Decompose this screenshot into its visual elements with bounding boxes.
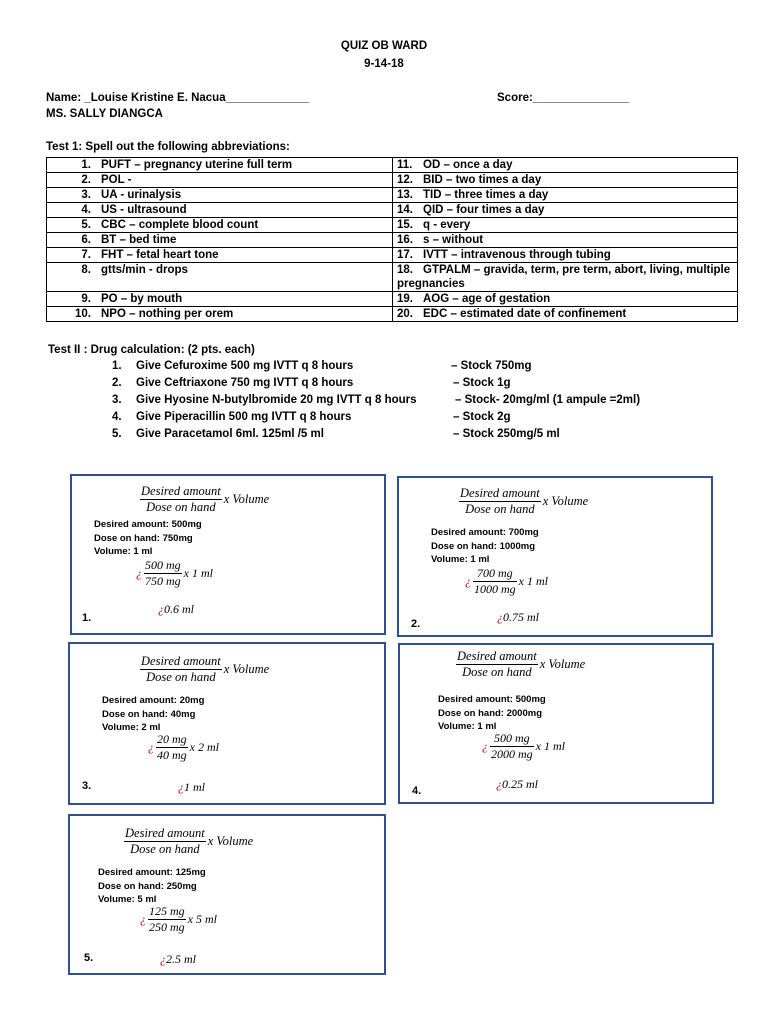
calc-suffix: x 1 ml	[535, 739, 565, 753]
formula	[124, 826, 253, 857]
desired-amount: Desired amount: 500mg	[438, 694, 546, 705]
abbreviation-cell-right	[393, 218, 738, 233]
abbreviation-row	[47, 292, 738, 307]
given-values	[102, 694, 204, 735]
item-text: NPO – nothing per orem	[101, 308, 234, 320]
abbreviation-cell-left	[47, 158, 393, 173]
calc-suffix: x 1 ml	[518, 574, 548, 588]
formula	[140, 484, 269, 515]
abbreviation-cell-right	[393, 173, 738, 188]
item-text: PUFT – pregnancy uterine full term	[101, 159, 293, 171]
abbreviation-row	[47, 233, 738, 248]
drug-item-text: Give Piperacillin 500 mg IVTT q 8 hours	[136, 411, 352, 423]
formula-numerator: Desired amount	[457, 649, 537, 663]
equals-mark: ¿	[136, 566, 142, 580]
formula-numerator: Desired amount	[460, 486, 540, 500]
item-number: 8.	[81, 264, 91, 276]
name-value: _Louise Kristine E. Nacua_____________	[84, 92, 309, 104]
calculation	[482, 731, 565, 762]
box-number: 4.	[412, 785, 422, 797]
formula-suffix: x Volume	[207, 834, 254, 848]
result	[178, 780, 205, 795]
result	[158, 602, 194, 617]
abbreviation-table	[46, 157, 738, 322]
formula-denominator: Dose on hand	[130, 842, 200, 856]
dose-on-hand: Dose on hand: 1000mg	[431, 540, 535, 552]
drug-item-number: 3.	[112, 394, 122, 406]
calculation	[136, 558, 213, 589]
calc-denominator: 250 mg	[149, 920, 185, 934]
item-number: 3.	[81, 189, 91, 201]
result	[496, 777, 538, 792]
item-number: 15.	[397, 219, 413, 231]
abbreviation-row	[47, 218, 738, 233]
formula-suffix: x Volume	[539, 657, 586, 671]
box-number: 3.	[82, 780, 92, 792]
formula-suffix: x Volume	[542, 494, 589, 508]
result-value: 0.25 ml	[502, 777, 538, 791]
drug-item-stock: – Stock 2g	[453, 411, 511, 423]
box-number: 5.	[84, 952, 94, 964]
abbreviation-cell-right	[393, 233, 738, 248]
equals-mark: ¿	[496, 777, 502, 791]
abbreviation-row	[47, 203, 738, 218]
desired-amount: Desired amount: 700mg	[431, 527, 539, 538]
abbreviation-cell-left	[47, 307, 393, 322]
abbreviation-row	[47, 263, 738, 292]
calc-numerator: 500 mg	[145, 558, 181, 572]
equals-mark: ¿	[178, 780, 184, 794]
abbreviation-cell-left	[47, 292, 393, 307]
abbreviation-row	[47, 248, 738, 263]
calc-denominator: 1000 mg	[474, 582, 516, 596]
calculation-box	[68, 642, 386, 805]
item-text: QID – four times a day	[423, 204, 545, 216]
item-text: PO – by mouth	[101, 293, 183, 305]
item-number: 10.	[75, 308, 91, 320]
volume: Volume: 5 ml	[98, 894, 157, 905]
item-text: US - ultrasound	[101, 204, 187, 216]
name-label: Name:	[46, 92, 82, 104]
item-text: FHT – fetal heart tone	[101, 249, 219, 261]
abbreviation-cell-left	[47, 233, 393, 248]
item-text: OD – once a day	[423, 159, 513, 171]
calc-numerator: 500 mg	[490, 731, 534, 747]
drug-item-stock: – Stock 1g	[453, 377, 511, 389]
calc-denominator: 40 mg	[157, 748, 187, 762]
name-line	[46, 92, 309, 104]
drug-item-number: 5.	[112, 428, 122, 440]
formula-denominator: Dose on hand	[146, 500, 216, 514]
calc-denominator: 750 mg	[145, 574, 181, 588]
item-number: 16.	[397, 234, 413, 246]
equals-mark: ¿	[465, 574, 471, 588]
item-text: s – without	[423, 234, 484, 246]
formula-numerator: Desired amount	[141, 484, 221, 498]
teacher-name: MS. SALLY DIANGCA	[46, 108, 163, 120]
calculation-box	[68, 814, 386, 975]
dose-on-hand: Dose on hand: 250mg	[98, 880, 197, 892]
given-values	[431, 526, 539, 567]
formula-suffix: x Volume	[223, 492, 270, 506]
item-text: GTPALM – gravida, term, pre term, abort, living, multiple pregnancies	[397, 264, 731, 290]
item-number: 5.	[81, 219, 91, 231]
item-number: 2.	[81, 174, 91, 186]
abbreviation-cell-left	[47, 188, 393, 203]
abbreviation-cell-left	[47, 263, 393, 292]
abbreviation-cell-left	[47, 218, 393, 233]
score-value: _______________	[532, 92, 629, 104]
item-number: 4.	[81, 204, 91, 216]
volume: Volume: 1 ml	[431, 554, 490, 565]
abbreviation-cell-left	[47, 203, 393, 218]
drug-item-stock: – Stock 750mg	[451, 360, 532, 372]
given-values	[94, 518, 202, 559]
result-value: 0.75 ml	[503, 610, 539, 624]
abbreviation-row	[47, 158, 738, 173]
calc-numerator: 700 mg	[473, 566, 517, 582]
dose-on-hand: Dose on hand: 750mg	[94, 532, 193, 544]
item-number: 17.	[397, 249, 413, 261]
drug-item-text: Give Paracetamol 6ml. 125ml /5 ml	[136, 428, 324, 440]
calc-numerator: 125 mg	[149, 904, 185, 918]
calculation-box	[398, 643, 714, 804]
item-text: AOG – age of gestation	[423, 293, 551, 305]
given-values	[98, 866, 206, 907]
abbreviation-cell-right	[393, 203, 738, 218]
score-line	[497, 92, 629, 104]
drug-item-text: Give Ceftriaxone 750 mg IVTT q 8 hours	[136, 377, 354, 389]
item-text: q - every	[423, 219, 471, 231]
desired-amount: Desired amount: 500mg	[94, 519, 202, 530]
dose-on-hand: Dose on hand: 40mg	[102, 708, 196, 720]
dose-on-hand: Dose on hand: 2000mg	[438, 707, 542, 719]
abbreviation-cell-right	[393, 307, 738, 322]
item-number: 7.	[81, 249, 91, 261]
score-label: Score:	[497, 92, 533, 104]
result-value: 2.5 ml	[166, 952, 196, 966]
result	[160, 952, 196, 967]
result-value: 1 ml	[184, 780, 205, 794]
volume: Volume: 2 ml	[102, 722, 161, 733]
item-text: EDC – estimated date of confinement	[423, 308, 627, 320]
test1-title: Test 1: Spell out the following abbreviations:	[46, 141, 290, 153]
calculation	[148, 732, 219, 763]
calculation-box	[397, 476, 713, 637]
item-text: gtts/min - drops	[101, 264, 188, 276]
item-text: IVTT – intravenous through tubing	[423, 249, 611, 261]
calc-suffix: x 1 ml	[183, 566, 213, 580]
formula	[459, 486, 588, 517]
volume: Volume: 1 ml	[94, 546, 153, 557]
abbreviation-cell-right	[393, 158, 738, 173]
drug-item-stock: – Stock 250mg/5 ml	[453, 428, 560, 440]
calculation	[140, 904, 217, 935]
abbreviation-cell-left	[47, 173, 393, 188]
formula-numerator: Desired amount	[141, 654, 221, 668]
equals-mark: ¿	[140, 912, 146, 926]
desired-amount: Desired amount: 125mg	[98, 867, 206, 878]
test2-title: Test II : Drug calculation: (2 pts. each)	[48, 344, 255, 356]
box-number: 2.	[411, 618, 421, 630]
abbreviation-row	[47, 307, 738, 322]
item-number: 1.	[81, 159, 91, 171]
abbreviation-cell-right	[393, 248, 738, 263]
item-text: BID – two times a day	[423, 174, 542, 186]
formula-denominator: Dose on hand	[465, 502, 535, 516]
abbreviation-cell-right	[393, 292, 738, 307]
calc-suffix: x 2 ml	[189, 740, 219, 754]
item-number: 19.	[397, 293, 413, 305]
abbreviation-cell-right	[393, 263, 738, 292]
given-values	[438, 693, 546, 734]
drug-item-text: Give Hyosine N-butylbromide 20 mg IVTT q 8 hours	[136, 394, 417, 406]
calc-denominator: 2000 mg	[491, 747, 533, 761]
item-number: 6.	[81, 234, 91, 246]
item-number: 9.	[81, 293, 91, 305]
item-text: POL -	[101, 174, 132, 186]
formula	[140, 654, 269, 685]
item-number: 11.	[397, 159, 413, 171]
formula-denominator: Dose on hand	[146, 670, 216, 684]
desired-amount: Desired amount: 20mg	[102, 695, 205, 706]
item-text: CBC – complete blood count	[101, 219, 259, 231]
abbreviation-cell-right	[393, 188, 738, 203]
formula-suffix: x Volume	[223, 662, 270, 676]
result-value: 0.6 ml	[164, 602, 194, 616]
drug-item-text: Give Cefuroxime 500 mg IVTT q 8 hours	[136, 360, 354, 372]
item-text: TID – three times a day	[423, 189, 549, 201]
equals-mark: ¿	[482, 739, 488, 753]
drug-item-number: 4.	[112, 411, 122, 423]
formula-numerator: Desired amount	[125, 826, 205, 840]
drug-item-stock: – Stock- 20mg/ml (1 ampule =2ml)	[455, 394, 641, 406]
item-number: 18.	[397, 264, 413, 276]
box-number: 1.	[82, 612, 92, 624]
equals-mark: ¿	[160, 952, 166, 966]
formula-denominator: Dose on hand	[462, 665, 532, 679]
calculation	[465, 566, 548, 597]
equals-mark: ¿	[158, 602, 164, 616]
equals-mark: ¿	[497, 610, 503, 624]
item-text: BT – bed time	[101, 234, 177, 246]
item-number: 13.	[397, 189, 413, 201]
abbreviation-cell-left	[47, 248, 393, 263]
item-number: 12.	[397, 174, 413, 186]
quiz-title: QUIZ OB WARD	[340, 40, 428, 52]
item-number: 14.	[397, 204, 413, 216]
abbreviation-row	[47, 188, 738, 203]
calc-suffix: x 5 ml	[187, 912, 217, 926]
calc-numerator: 20 mg	[157, 732, 187, 746]
drug-item-number: 1.	[112, 360, 122, 372]
volume: Volume: 1 ml	[438, 721, 497, 732]
item-text: UA - urinalysis	[101, 189, 182, 201]
formula	[456, 649, 585, 680]
equals-mark: ¿	[148, 740, 154, 754]
calculation-box	[70, 474, 386, 635]
drug-item-number: 2.	[112, 377, 122, 389]
item-number: 20.	[397, 308, 413, 320]
quiz-date: 9-14-18	[364, 58, 404, 70]
abbreviation-row	[47, 173, 738, 188]
result	[497, 610, 539, 625]
